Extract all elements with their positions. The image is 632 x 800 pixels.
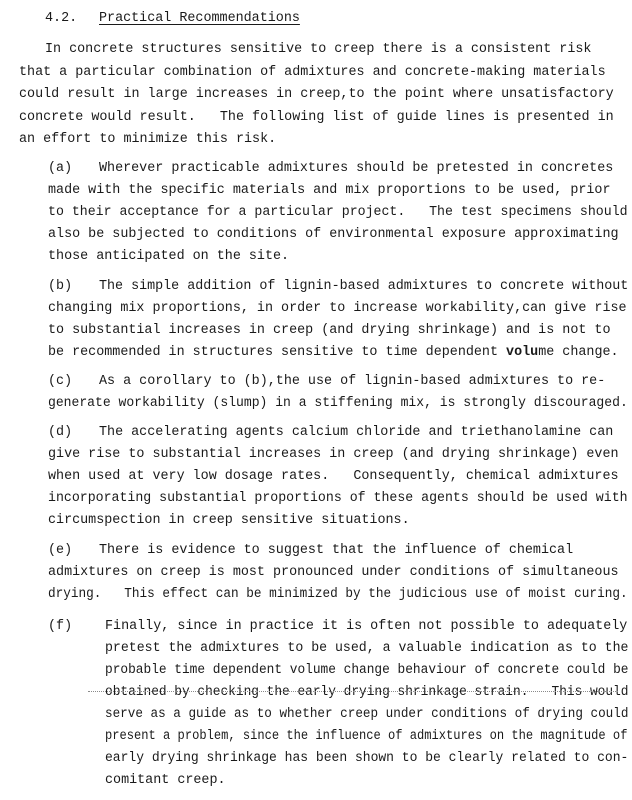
item-line: made with the specific materials and mix proportions to be used, prior xyxy=(48,183,611,198)
item-line: Finally, since in practice it is often not possible to adequately xyxy=(105,619,628,634)
item-line: to substantial increases in creep (and drying shrinkage) and is not to xyxy=(48,323,611,338)
item-line: drying. This effect can be minimized by the judicious use of moist curing. xyxy=(48,587,628,602)
item-label: (d) xyxy=(48,425,73,440)
item-line: to their acceptance for a particular project. The test specimens should xyxy=(48,205,628,220)
item-line: pretest the admixtures to be used, a valuable indication as to the xyxy=(105,641,629,656)
item-label: (b) xyxy=(48,279,73,294)
item-line: There is evidence to suggest that the influence of chemical xyxy=(99,543,574,558)
item-line: The accelerating agents calcium chloride and triethanolamine can xyxy=(99,425,614,440)
item-line: probable time dependent volume change behaviour of concrete could be xyxy=(105,663,629,678)
item-label: (f) xyxy=(48,619,73,634)
item-line: present a problem, since the influence of admixtures on the magnitude of xyxy=(105,729,628,744)
item-line: circumspection in creep sensitive situations. xyxy=(48,513,410,528)
section-title: Practical Recommendations xyxy=(99,11,300,26)
item-line: comitant creep. xyxy=(105,773,226,788)
item-label: (a) xyxy=(48,161,73,176)
item-line: serve as a guide as to whether creep under conditions of drying could xyxy=(105,707,629,722)
item-line: when used at very low dosage rates. Consequently, chemical admixtures xyxy=(48,469,619,484)
item-line: give rise to substantial increases in creep (and drying shrinkage) even xyxy=(48,447,619,462)
intro-line: could result in large increases in creep,to the point where unsatisfactory xyxy=(19,87,614,102)
item-line: Wherever practicable admixtures should be pretested in concretes xyxy=(99,161,614,176)
strikethrough-rule xyxy=(88,691,618,692)
intro-line: concrete would result. The following list of guide lines is presented in xyxy=(19,110,614,125)
item-line: admixtures on creep is most pronounced under conditions of simultaneous xyxy=(48,565,619,580)
section-number: 4.2. xyxy=(45,11,78,26)
intro-line: that a particular combination of admixtures and concrete-making materials xyxy=(19,65,606,80)
item-line: early drying shrinkage has been shown to be clearly related to con- xyxy=(105,751,629,766)
item-line: As a corollary to (b),the use of lignin-based admixtures to re- xyxy=(99,374,606,389)
item-line: obtained by checking the early drying shrinkage strain. This would xyxy=(105,685,629,700)
bold-word: volu xyxy=(506,345,539,360)
item-text: be recommended in structures sensitive to time dependent xyxy=(48,345,507,360)
item-line: incorporating substantial proportions of these agents should be used with xyxy=(48,491,628,506)
item-text: me change. xyxy=(538,345,619,360)
item-line-last xyxy=(48,345,619,361)
item-line: those anticipated on the site. xyxy=(48,249,290,264)
intro-line: In concrete structures sensitive to creep there is a consistent risk xyxy=(45,42,592,57)
item-label: (c) xyxy=(48,374,73,389)
item-line: The simple addition of lignin-based admixtures to concrete without xyxy=(99,279,629,294)
item-line: changing mix proportions, in order to increase workability,can give rise xyxy=(48,301,627,316)
item-line: generate workability (slump) in a stiffening mix, is strongly discouraged. xyxy=(48,396,628,411)
intro-line: an effort to minimize this risk. xyxy=(19,132,277,147)
item-line: also be subjected to conditions of environmental exposure approximating xyxy=(48,227,619,242)
item-label: (e) xyxy=(48,543,73,558)
